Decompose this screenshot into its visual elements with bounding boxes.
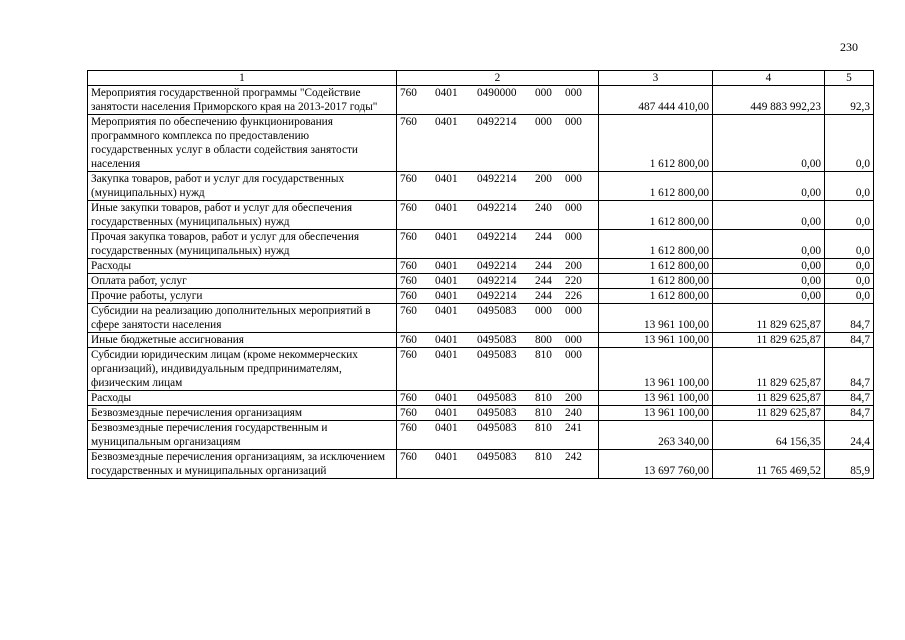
code-5: 000 bbox=[565, 87, 582, 99]
code-1: 760 bbox=[400, 422, 417, 434]
code-3: 0492214 bbox=[477, 290, 517, 302]
code-1: 760 bbox=[400, 231, 417, 243]
code-5: 000 bbox=[565, 173, 582, 185]
row-codes bbox=[397, 201, 599, 230]
row-codes bbox=[397, 304, 599, 333]
code-2: 0401 bbox=[435, 116, 458, 128]
row-percent: 92,3 bbox=[825, 86, 874, 115]
code-1: 760 bbox=[400, 407, 417, 419]
row-percent: 0,0 bbox=[825, 115, 874, 172]
row-codes bbox=[397, 274, 599, 289]
code-4: 810 bbox=[535, 407, 552, 419]
row-name: Иные закупки товаров, работ и услуг для обеспечения государственных (муниципальных) нужд bbox=[88, 201, 397, 230]
row-codes bbox=[397, 172, 599, 201]
row-percent: 0,0 bbox=[825, 289, 874, 304]
code-4: 800 bbox=[535, 334, 552, 346]
row-name: Мероприятия государственной программы "Содействие занятости населения Приморского края на 2013-2017 годы" bbox=[88, 86, 397, 115]
row-name: Мероприятия по обеспечению функционирования программного комплекса по предоставлению государственных услуг в области содействия занятости населения bbox=[88, 115, 397, 172]
row-plan: 13 961 100,00 bbox=[599, 304, 713, 333]
code-5: 000 bbox=[565, 231, 582, 243]
row-percent: 84,7 bbox=[825, 348, 874, 391]
code-2: 0401 bbox=[435, 87, 458, 99]
code-1: 760 bbox=[400, 349, 417, 361]
code-4: 810 bbox=[535, 392, 552, 404]
code-4: 240 bbox=[535, 202, 552, 214]
row-codes bbox=[397, 391, 599, 406]
code-5: 000 bbox=[565, 202, 582, 214]
row-codes bbox=[397, 450, 599, 479]
row-fact: 11 829 625,87 bbox=[713, 406, 825, 421]
code-5: 000 bbox=[565, 305, 582, 317]
row-percent: 84,7 bbox=[825, 304, 874, 333]
code-5: 000 bbox=[565, 116, 582, 128]
table-row bbox=[88, 333, 874, 348]
code-1: 760 bbox=[400, 392, 417, 404]
code-2: 0401 bbox=[435, 202, 458, 214]
code-4: 244 bbox=[535, 275, 552, 287]
row-percent: 0,0 bbox=[825, 274, 874, 289]
row-name: Безвозмездные перечисления организациям, за исключением государственных и муниципальных организаций bbox=[88, 450, 397, 479]
code-5: 226 bbox=[565, 290, 582, 302]
row-percent: 0,0 bbox=[825, 259, 874, 274]
code-3: 0495083 bbox=[477, 334, 517, 346]
code-4: 810 bbox=[535, 451, 552, 463]
page-number: 230 bbox=[840, 40, 858, 54]
table-row bbox=[88, 450, 874, 479]
row-plan: 13 961 100,00 bbox=[599, 348, 713, 391]
row-percent: 24,4 bbox=[825, 421, 874, 450]
row-plan: 13 961 100,00 bbox=[599, 406, 713, 421]
table-row bbox=[88, 406, 874, 421]
row-plan: 13 697 760,00 bbox=[599, 450, 713, 479]
code-2: 0401 bbox=[435, 349, 458, 361]
row-name: Безвозмездные перечисления государственным и муниципальным организациям bbox=[88, 421, 397, 450]
code-2: 0401 bbox=[435, 392, 458, 404]
row-name: Иные бюджетные ассигнования bbox=[88, 333, 397, 348]
table-row bbox=[88, 289, 874, 304]
row-fact: 11 829 625,87 bbox=[713, 304, 825, 333]
header-col-1: 1 bbox=[88, 71, 397, 86]
row-percent: 84,7 bbox=[825, 391, 874, 406]
row-fact: 11 829 625,87 bbox=[713, 348, 825, 391]
table-row bbox=[88, 274, 874, 289]
code-4: 810 bbox=[535, 349, 552, 361]
row-fact: 449 883 992,23 bbox=[713, 86, 825, 115]
row-name: Оплата работ, услуг bbox=[88, 274, 397, 289]
code-5: 000 bbox=[565, 349, 582, 361]
code-5: 220 bbox=[565, 275, 582, 287]
row-plan: 13 961 100,00 bbox=[599, 333, 713, 348]
code-1: 760 bbox=[400, 451, 417, 463]
code-4: 244 bbox=[535, 231, 552, 243]
code-3: 0495083 bbox=[477, 305, 517, 317]
code-4: 810 bbox=[535, 422, 552, 434]
header-col-2: 2 bbox=[397, 71, 599, 86]
code-2: 0401 bbox=[435, 290, 458, 302]
header-col-3: 3 bbox=[599, 71, 713, 86]
header-col-5: 5 bbox=[825, 71, 874, 86]
table-row bbox=[88, 421, 874, 450]
code-1: 760 bbox=[400, 116, 417, 128]
row-plan: 1 612 800,00 bbox=[599, 172, 713, 201]
row-name: Субсидии на реализацию дополнительных мероприятий в сфере занятости населения bbox=[88, 304, 397, 333]
row-percent: 0,0 bbox=[825, 172, 874, 201]
code-5: 241 bbox=[565, 422, 582, 434]
row-percent: 85,9 bbox=[825, 450, 874, 479]
code-4: 200 bbox=[535, 173, 552, 185]
row-plan: 1 612 800,00 bbox=[599, 289, 713, 304]
code-5: 240 bbox=[565, 407, 582, 419]
row-name: Расходы bbox=[88, 259, 397, 274]
code-1: 760 bbox=[400, 305, 417, 317]
row-codes bbox=[397, 289, 599, 304]
row-fact: 11 765 469,52 bbox=[713, 450, 825, 479]
code-3: 0492214 bbox=[477, 260, 517, 272]
code-2: 0401 bbox=[435, 260, 458, 272]
table-row bbox=[88, 304, 874, 333]
row-fact: 0,00 bbox=[713, 259, 825, 274]
row-codes bbox=[397, 259, 599, 274]
row-plan: 13 961 100,00 bbox=[599, 391, 713, 406]
code-2: 0401 bbox=[435, 275, 458, 287]
row-codes bbox=[397, 115, 599, 172]
table-row bbox=[88, 115, 874, 172]
table-body bbox=[88, 86, 874, 479]
code-4: 000 bbox=[535, 116, 552, 128]
code-1: 760 bbox=[400, 275, 417, 287]
code-3: 0495083 bbox=[477, 451, 517, 463]
row-plan: 263 340,00 bbox=[599, 421, 713, 450]
code-1: 760 bbox=[400, 260, 417, 272]
row-fact: 11 829 625,87 bbox=[713, 333, 825, 348]
code-3: 0492214 bbox=[477, 275, 517, 287]
code-4: 000 bbox=[535, 87, 552, 99]
code-1: 760 bbox=[400, 202, 417, 214]
code-2: 0401 bbox=[435, 451, 458, 463]
code-2: 0401 bbox=[435, 305, 458, 317]
row-codes bbox=[397, 406, 599, 421]
table-row bbox=[88, 259, 874, 274]
row-percent: 0,0 bbox=[825, 230, 874, 259]
code-3: 0492214 bbox=[477, 173, 517, 185]
table-row bbox=[88, 172, 874, 201]
row-plan: 1 612 800,00 bbox=[599, 115, 713, 172]
code-3: 0495083 bbox=[477, 407, 517, 419]
code-2: 0401 bbox=[435, 407, 458, 419]
code-3: 0492214 bbox=[477, 231, 517, 243]
code-5: 200 bbox=[565, 260, 582, 272]
row-codes bbox=[397, 421, 599, 450]
row-fact: 0,00 bbox=[713, 172, 825, 201]
code-4: 000 bbox=[535, 305, 552, 317]
row-name: Безвозмездные перечисления организациям bbox=[88, 406, 397, 421]
row-percent: 0,0 bbox=[825, 201, 874, 230]
code-1: 760 bbox=[400, 290, 417, 302]
code-3: 0495083 bbox=[477, 422, 517, 434]
code-2: 0401 bbox=[435, 334, 458, 346]
code-3: 0490000 bbox=[477, 87, 517, 99]
row-fact: 0,00 bbox=[713, 230, 825, 259]
row-name: Расходы bbox=[88, 391, 397, 406]
row-name: Прочая закупка товаров, работ и услуг для обеспечения государственных (муниципальных) нужд bbox=[88, 230, 397, 259]
row-plan: 1 612 800,00 bbox=[599, 230, 713, 259]
row-fact: 0,00 bbox=[713, 115, 825, 172]
row-fact: 64 156,35 bbox=[713, 421, 825, 450]
row-plan: 487 444 410,00 bbox=[599, 86, 713, 115]
code-2: 0401 bbox=[435, 173, 458, 185]
code-3: 0492214 bbox=[477, 202, 517, 214]
row-fact: 0,00 bbox=[713, 201, 825, 230]
code-3: 0492214 bbox=[477, 116, 517, 128]
row-plan: 1 612 800,00 bbox=[599, 259, 713, 274]
budget-table bbox=[87, 70, 874, 479]
code-2: 0401 bbox=[435, 231, 458, 243]
row-plan: 1 612 800,00 bbox=[599, 201, 713, 230]
row-codes bbox=[397, 230, 599, 259]
row-fact: 0,00 bbox=[713, 289, 825, 304]
row-codes bbox=[397, 86, 599, 115]
header-row bbox=[88, 71, 874, 86]
table-row bbox=[88, 348, 874, 391]
table-row bbox=[88, 391, 874, 406]
code-3: 0495083 bbox=[477, 349, 517, 361]
row-percent: 84,7 bbox=[825, 406, 874, 421]
row-name: Прочие работы, услуги bbox=[88, 289, 397, 304]
code-1: 760 bbox=[400, 334, 417, 346]
row-fact: 11 829 625,87 bbox=[713, 391, 825, 406]
code-4: 244 bbox=[535, 260, 552, 272]
code-3: 0495083 bbox=[477, 392, 517, 404]
row-codes bbox=[397, 333, 599, 348]
row-plan: 1 612 800,00 bbox=[599, 274, 713, 289]
code-2: 0401 bbox=[435, 422, 458, 434]
row-percent: 84,7 bbox=[825, 333, 874, 348]
code-5: 200 bbox=[565, 392, 582, 404]
code-5: 000 bbox=[565, 334, 582, 346]
row-name: Закупка товаров, работ и услуг для государственных (муниципальных) нужд bbox=[88, 172, 397, 201]
table-row bbox=[88, 201, 874, 230]
row-codes bbox=[397, 348, 599, 391]
table-row bbox=[88, 230, 874, 259]
header-col-4: 4 bbox=[713, 71, 825, 86]
code-1: 760 bbox=[400, 87, 417, 99]
code-1: 760 bbox=[400, 173, 417, 185]
code-5: 242 bbox=[565, 451, 582, 463]
table-row bbox=[88, 86, 874, 115]
row-fact: 0,00 bbox=[713, 274, 825, 289]
row-name: Субсидии юридическим лицам (кроме некоммерческих организаций), индивидуальным предпринимателям, физическим лицам bbox=[88, 348, 397, 391]
code-4: 244 bbox=[535, 290, 552, 302]
